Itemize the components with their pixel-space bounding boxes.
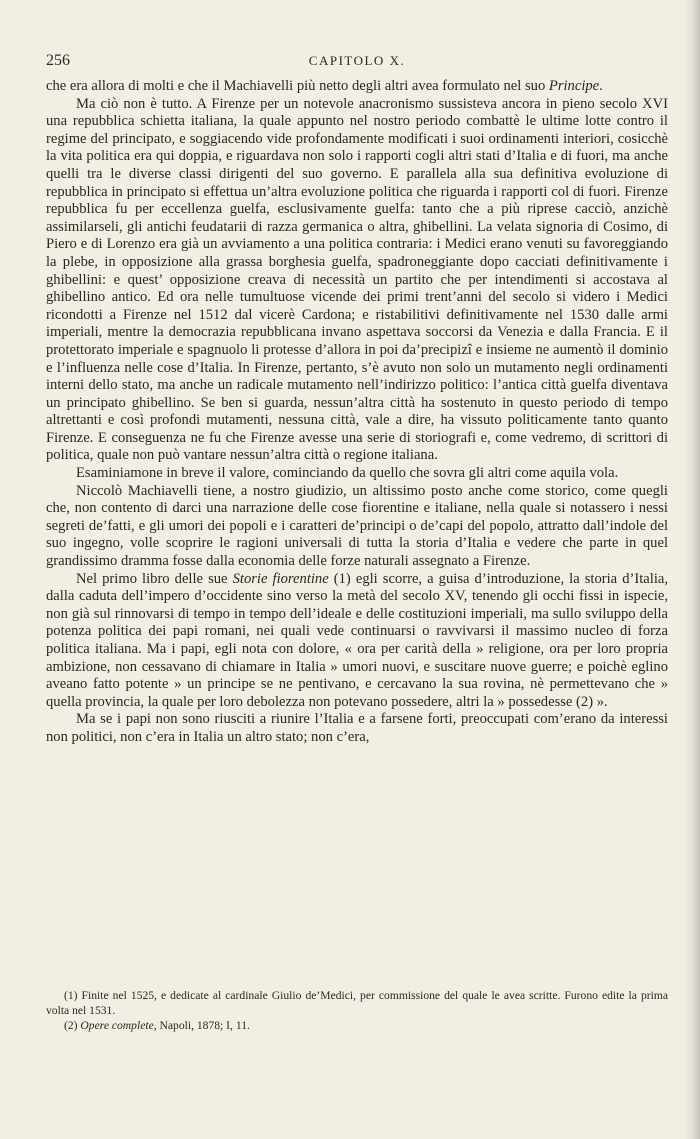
- footnote: [46, 1018, 668, 1033]
- paragraph: [46, 571, 668, 712]
- text-run: , Napoli, 1878; I, 11.: [153, 1019, 250, 1032]
- page-edge-shadow: [684, 0, 700, 1139]
- paragraph: [46, 711, 668, 746]
- text-run: che era allora di molti e che il Machiavelli più netto degli altri avea formulato nel suo: [46, 78, 549, 94]
- text-run: Ma ciò non è tutto. A Firenze per un notevole anacronismo sussisteva ancora in pieno secolo XVI una repubblica schietta italiana, la quale appunto nel nostro periodo combattè le ultime lotte contro il regime del principato, e soggiacendo vide profondamente modificati i suoi ordinamenti interiori, cosicchè la vita politica era qui doppia, e riguardava non solo i rapporti cogli altri stati d’Italia e di fuori, ma anche quelli tra le diverse classi dirigenti del suo governo. E parallela alla sua definitiva evoluzione di repubblica in principato si effettua un’altra evoluzione politica che riguarda i rapporti col di fuori. Firenze repubblica fu per eccellenza guelfa, esclusivamente guelfa: tanto che a più riprese cacciò, anzichè assimilarseli, gli antichi feudatarii di razza germanica o altra, ghibellini. La velata signoria di Cosimo, di Piero e di Lorenzo era già un avviamento a una politica contraria: i Medici erano venuti su favoreggiando la plebe, in opposizione alla grassa borghesia guelfa, spadroneggiante dopo cacciati definitivamente i ghibellini: e quest’ opposizione creava di necessità un partito che per intendimenti si accostava al ghibellino antico. Ed ora nelle tumultuose vicende dei primi trent’anni del secolo si videro i Medici ricondotti a Firenze nel 1512 dal vicerè Cardona; e ristabilitivi definitivamente nel 1530 dalle armi imperiali, mentre la democrazia repubblicana invano aspettava soccorsi da Venezia e dalla Francia. E il protettorato imperiale e spagnuolo li protesse d’allora in poi da’precipizî e insieme ne aumentò il dominio e l’influenza nelle cose d’Italia. In Firenze, pertanto, s’è avuto non solo un mutamento negli ordinamenti interni dello stato, ma anche un radicale mutamento nell’indirizzo politico: l’antica città guelfa diventava un principato ghibellino. Se ben si guarda, nessun’altra città ha sostenuto in questo periodo di tempo altrettanti e così profondi mutamenti, nessuna città, vale a dire, ha vissuto politicamente tanto quanto Firenze. E conseguenza ne fu che Firenze avesse una serie di storiografi e, come vedremo, di scrittori di politica, quale non può vantare nessun’altra città o regione italiana.: [46, 95, 668, 464]
- text-run: Nel primo libro delle sue: [76, 570, 233, 587]
- page-header: [46, 52, 668, 72]
- text-run: .: [599, 78, 603, 94]
- text-run: (1) egli scorre, a guisa d’introduzione, la storia d’Italia, dalla caduta dell’impero d’occidente sino verso la metà del secolo XV, tenendo gli occhi fissi in ispecie, non già sul rinnovarsi di tempo in tempo dell’ideale e delle costituzioni imperiali, ma sullo sviluppo della potenza politica dei papi romani, nei quali vede continuarsi o ravvivarsi il massimo nucleo di forza politica italiana. Ma i papi, egli nota con dolore, « ora per carità della » religione, ora per loro propria ambizione, non cessavano di chiamare in Italia » umori nuovi, e suscitare nuove guerre; e poichè eglino aveano fatto potente » un principe se ne pentivano, e cercavano la sua rovina, nè permettevano che » quella provincia, la quale per loro debolezza non potevano possedere, altri la » possedesse (2) ».: [46, 570, 668, 710]
- paragraph: [46, 96, 668, 465]
- italic-text: Storie fiorentine: [232, 570, 329, 587]
- paragraph: [46, 483, 668, 571]
- text-run: Esaminiamone in breve il valore, cominciando da quello che sovra gli altri come aquila vola.: [76, 465, 619, 482]
- running-head: CAPITOLO X.: [308, 53, 406, 68]
- text-run: Niccolò Machiavelli tiene, a nostro giudizio, un altissimo posto anche come storico, come quegli che, non contento di darci una narrazione delle cose fiorentine e italiane, nella quale si notassero i nessi segreti de’fatti, e gli umori dei popoli e i caratteri de’principi o de’capi del popolo, attratto dall’indole del suo ingegno, volle scoprire le ragioni universali di tutta la storia d’Italia e vedere che parte in quel grandissimo dramma fosse dalla economia delle forze naturali assegnato a Firenze.: [46, 482, 668, 570]
- text-run: Ma se i papi non sono riusciti a riunire l’Italia e a farsene forti, preoccupati com’erano da interessi non politici, non c’era in Italia un altro stato; non c’era,: [46, 711, 668, 745]
- footnotes: [46, 988, 668, 1033]
- paragraph: [46, 78, 668, 96]
- body-text: [46, 78, 668, 747]
- italic-text: Principe: [548, 78, 600, 94]
- text-run: (2): [64, 1019, 81, 1032]
- page-number: 256: [46, 52, 70, 69]
- italic-text: Opere complete: [80, 1019, 154, 1032]
- footnote: [46, 988, 668, 1018]
- paragraph: [46, 465, 668, 483]
- text-run: (1) Finite nel 1525, e dedicate al cardinale Giulio de’Medici, per commissione del quale le avea scritte. Furono edite la prima volta nel 1531.: [46, 989, 668, 1017]
